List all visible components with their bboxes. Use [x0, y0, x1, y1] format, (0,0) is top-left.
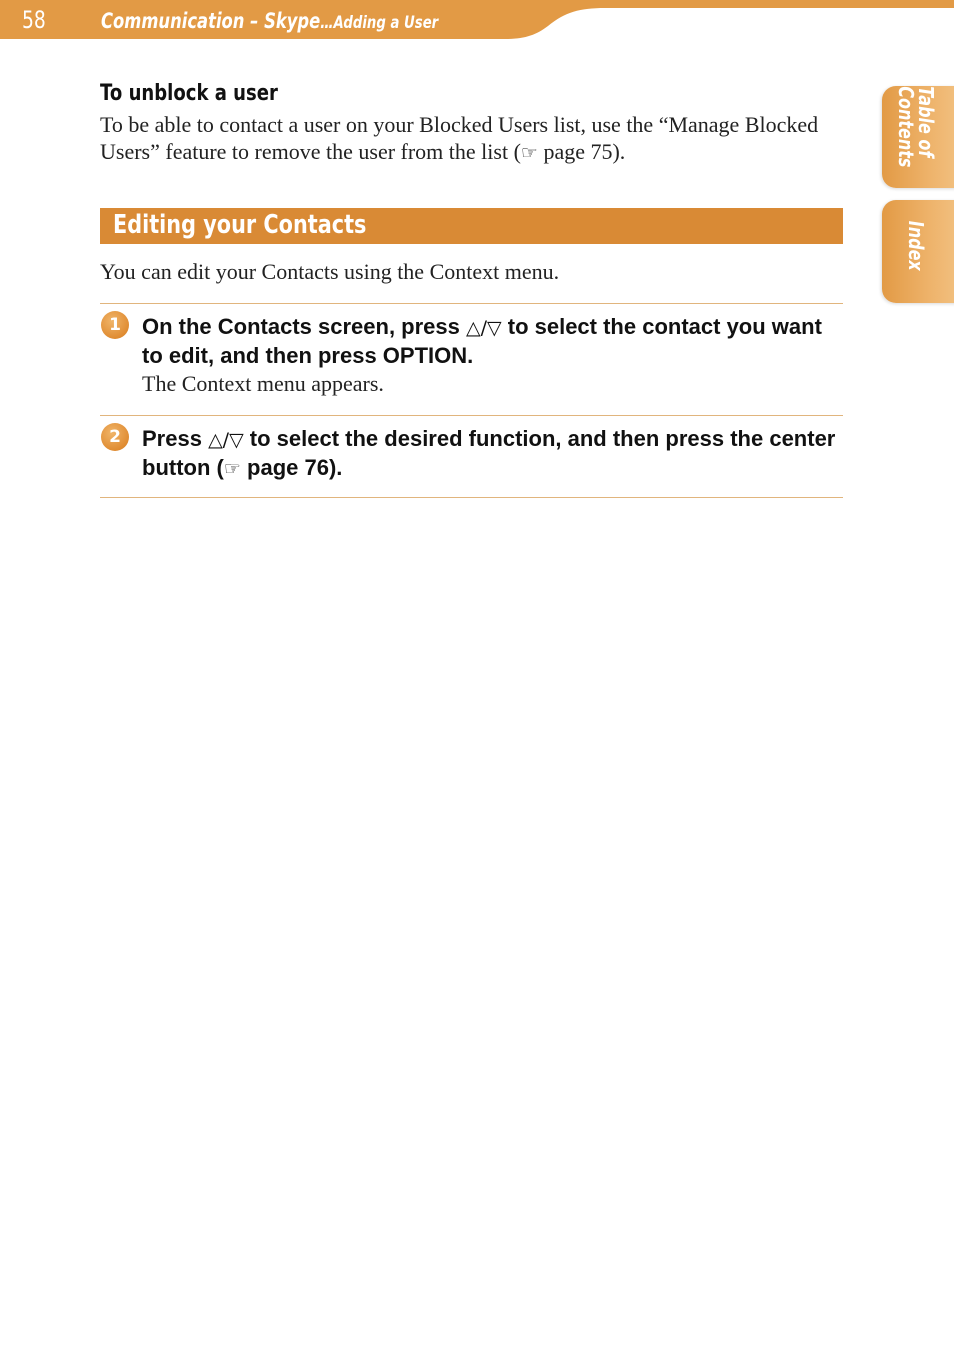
- page-reference-icon: ☞: [223, 458, 241, 480]
- page-number: 58: [22, 6, 46, 34]
- page-reference-icon: ☞: [520, 142, 538, 164]
- divider: [100, 303, 843, 304]
- unblock-page-link[interactable]: page 75).: [537, 139, 626, 164]
- toc-tab-line-1: Table of: [914, 86, 938, 158]
- step-1-text-after: to select the contact you want to edit, and then press OPTION.: [142, 314, 822, 368]
- toc-tab-label: [896, 86, 936, 187]
- step-2-text-middle: to select the desired function, and then press the center button (: [142, 426, 836, 480]
- step-number-badge: 2: [101, 423, 129, 451]
- step-2-text-before: Press: [142, 426, 209, 451]
- unblock-paragraph: [100, 111, 860, 167]
- step-1-instruction: [142, 313, 842, 369]
- toc-tab-line-2: Contents: [894, 86, 918, 168]
- index-tab[interactable]: [882, 200, 954, 303]
- section-title: Editing your Contacts: [113, 210, 367, 240]
- breadcrumb-subsection: Adding a User: [333, 13, 439, 33]
- unblock-text-before: To be able to contact a user on your Blocked Users list, use the “Manage Blocked Users” feature to remove the user from the list (: [100, 112, 819, 164]
- breadcrumb: [101, 9, 438, 33]
- up-down-arrows-icon: △/▽: [208, 429, 244, 451]
- step-2-page-link[interactable]: page 76).: [240, 455, 343, 480]
- index-tab-text: Index: [904, 220, 928, 271]
- section-title-bar: [100, 208, 843, 244]
- table-of-contents-tab[interactable]: [882, 86, 954, 188]
- step-1-note: The Context menu appears.: [142, 371, 384, 396]
- step-number-badge: 1: [101, 311, 129, 339]
- breadcrumb-separator: …: [320, 13, 334, 33]
- up-down-arrows-icon: △/▽: [466, 317, 502, 339]
- editing-intro: You can edit your Contacts using the Context menu.: [100, 259, 560, 284]
- breadcrumb-section: Communication – Skype: [101, 9, 321, 33]
- step-2-instruction: [142, 425, 842, 483]
- header-band: [0, 0, 954, 40]
- step-1-text-before: On the Contacts screen, press: [142, 314, 466, 339]
- divider: [100, 415, 843, 416]
- unblock-heading: To unblock a user: [100, 81, 278, 106]
- divider: [100, 497, 843, 498]
- index-tab-label: [906, 220, 926, 282]
